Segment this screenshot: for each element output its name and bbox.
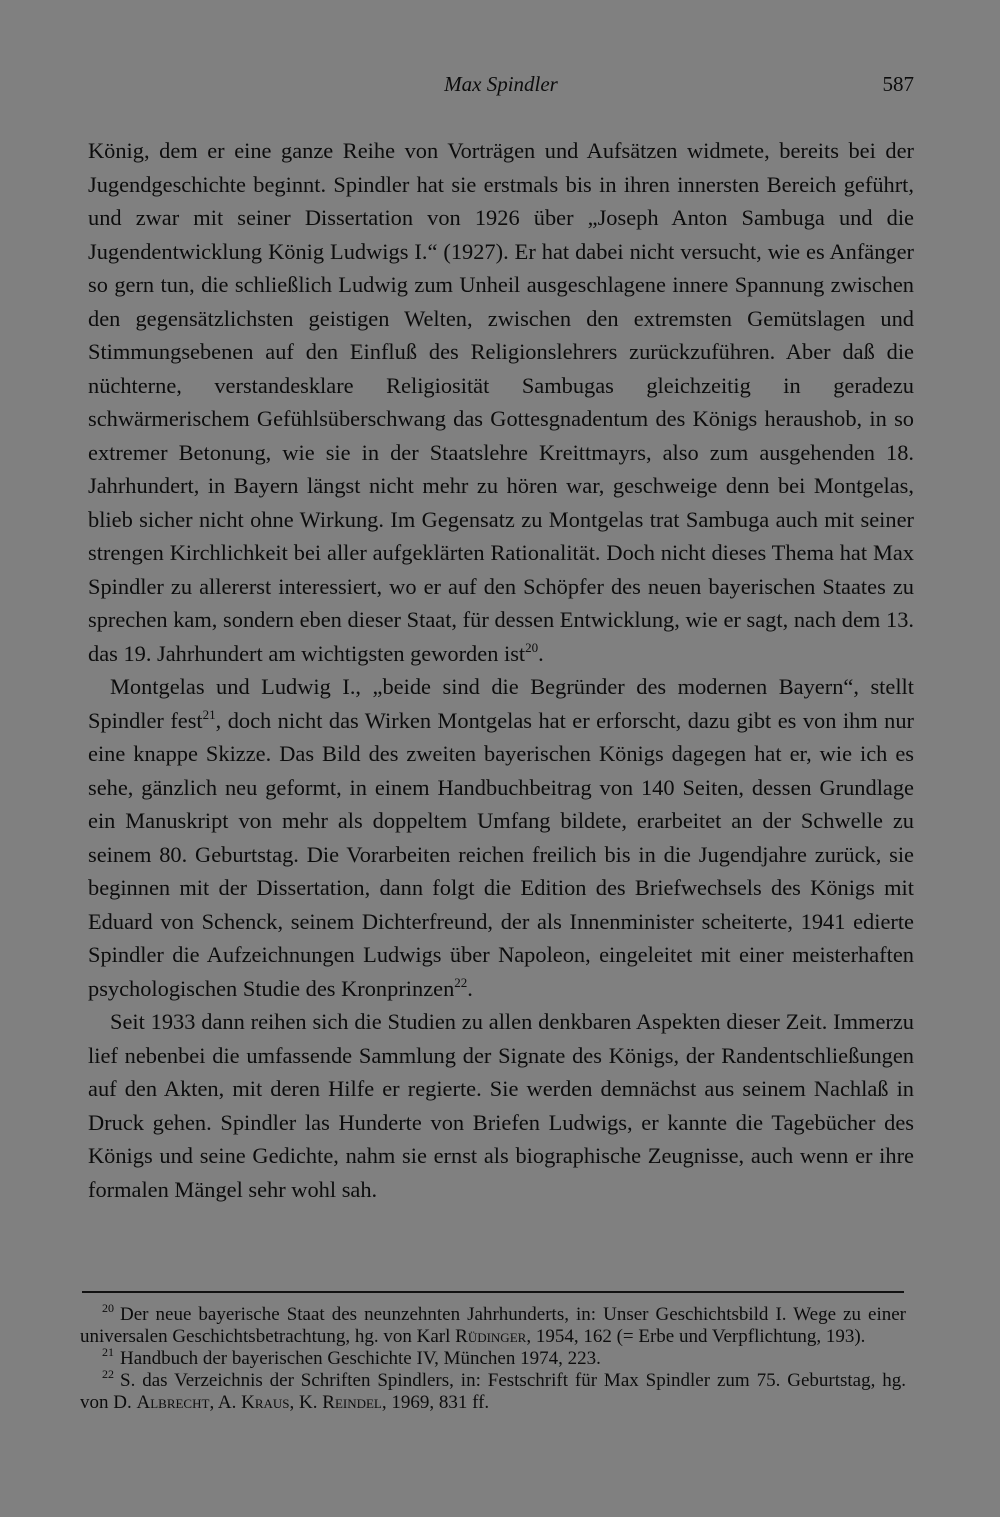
footnote-text: Handbuch der bayerischen Geschichte IV, München 1974, 223. bbox=[120, 1348, 601, 1369]
footnote-20 bbox=[80, 1301, 906, 1348]
author-name: Kraus bbox=[241, 1392, 290, 1413]
paragraph-2-text-a: Montgelas und Ludwig I., „beide sind die Begründer des modernen Bayern“, stellt Spindler fest bbox=[88, 674, 914, 733]
footnote-ref-21: 21 bbox=[202, 706, 216, 722]
footnotes bbox=[80, 1301, 906, 1414]
author-name: Reindel bbox=[322, 1392, 382, 1413]
author-name: Rüdinger bbox=[455, 1326, 527, 1347]
body-text bbox=[88, 134, 914, 1206]
footnote-separator bbox=[82, 1291, 904, 1293]
footnote-ref-22: 22 bbox=[454, 974, 468, 990]
paragraph-2-text-b: , doch nicht das Wirken Montgelas hat er erforscht, dazu gibt es von ihm nur eine knappe Skizze. Das Bild des zweiten bayerischen Königs dagegen hat er, wie ich es sehe, gänzlich neu geformt, in einem Handbuchbeitrag von 140 Seiten, dessen Grundlage ein Manuskript von mehr als doppeltem Umfang bildete, erarbeitet an der Schwelle zu seinem 80. Geburtstag. Die Vorarbeiten reichen freilich bis in die Jugendjahre zurück, sie beginnen mit der Dissertation, dann folgt die Edition des Briefwechsels des Königs mit Eduard von Schenck, seinem Dichterfreund, der als Innenminister scheiterte, 1941 edierte Spindler die Aufzeichnungen Ludwigs über Napoleon, eingeleitet mit einer meisterhaften psychologischen Studie des Kronprinzen bbox=[88, 707, 914, 1001]
running-title: Max Spindler bbox=[444, 72, 558, 96]
footnote-text: Der neue bayerische Staat des neunzehnten Jahrhunderts, in: Unser Geschichtsbild I. Wege zu einer universalen Geschichtsbetrachtung, hg. von Karl bbox=[80, 1304, 906, 1347]
footnote-text: S. das Verzeichnis der Schriften Spindlers, in: Festschrift für Max Spindler zum 75. Geburtstag, hg. von D. bbox=[80, 1370, 906, 1413]
paragraph-3 bbox=[88, 1005, 914, 1206]
footnote-text: , K. bbox=[289, 1392, 323, 1413]
footnote-number: 22 bbox=[102, 1367, 114, 1381]
footnote-text: , A. bbox=[209, 1392, 242, 1413]
footnote-22 bbox=[80, 1367, 906, 1414]
footnote-number: 21 bbox=[102, 1345, 114, 1359]
footnote-ref-20: 20 bbox=[525, 639, 539, 655]
footnote-21 bbox=[80, 1345, 906, 1370]
paragraph-1-end: . bbox=[538, 640, 544, 666]
paragraph-2 bbox=[88, 670, 914, 1005]
footnote-text: , 1969, 831 ff. bbox=[381, 1392, 490, 1413]
footnote-text: , 1954, 162 (= Erbe und Verpflichtung, 193). bbox=[526, 1326, 866, 1347]
paragraph-3-text: Seit 1933 dann reihen sich die Studien zu allen denkbaren Aspekten dieser Zeit. Immerzu lief nebenbei die umfassende Sammlung der Signate des Königs, der Randentschließungen auf den Akten, mit deren Hilfe er regierte. Sie werden demnächst aus seinem Nachlaß in Druck gehen. Spindler las Hunderte von Briefen Ludwigs, er kannte die Tagebücher des Königs und seine Gedichte, nahm sie ernst als biographische Zeugnisse, auch wenn er ihre formalen Mängel sehr wohl sah. bbox=[88, 1009, 914, 1202]
running-head bbox=[88, 70, 914, 100]
paragraph-1 bbox=[88, 134, 914, 670]
paragraph-2-end: . bbox=[467, 975, 473, 1001]
paragraph-1-text: König, dem er eine ganze Reihe von Vorträgen und Aufsätzen widmete, bereits bei der Jugendgeschichte beginnt. Spindler hat sie erstmals bis in ihren innersten Bereich geführt, und zwar mit seiner Dissertation von 1926 über „Joseph Anton Sambuga und die Jugendentwicklung König Ludwigs I.“ (1927). Er hat dabei nicht versucht, wie es Anfänger so gern tun, die schließlich Ludwig zum Unheil ausgeschlagene innere Spannung zwischen den gegensätzlichsten geistigen Welten, zwischen den extremsten Gemütslagen und Stimmungsebenen auf den Einfluß des Religionslehrers zurückzuführen. Aber daß die nüchterne, verstandesklare Religiosität Sambugas gleichzeitig in geradezu schwärmerischem Gefühlsüberschwang das Gottesgnadentum des Königs heraushob, in so extremer Betonung, wie sie in der Staatslehre Kreittmayrs, also zum ausgehenden 18. Jahrhundert, in Bayern längst nicht mehr zu hören war, geschweige denn bei Montgelas, blieb sicher nicht ohne Wirkung. Im Gegensatz zu Montgelas trat Sambuga auch mit seiner strengen Kirchlichkeit bei aller aufgeklärten Rationalität. Doch nicht dieses Thema hat Max Spindler zu allererst interessiert, wo er auf den Schöpfer des neuen bayerischen Staates zu sprechen kam, sondern eben dieser Staat, für dessen Entwicklung, wie er sagt, nach dem 13. das 19. Jahrhundert am wichtigsten geworden ist bbox=[88, 138, 914, 666]
author-name: Albrecht bbox=[136, 1392, 210, 1413]
page-number: 587 bbox=[882, 72, 914, 96]
footnote-number: 20 bbox=[102, 1301, 114, 1315]
